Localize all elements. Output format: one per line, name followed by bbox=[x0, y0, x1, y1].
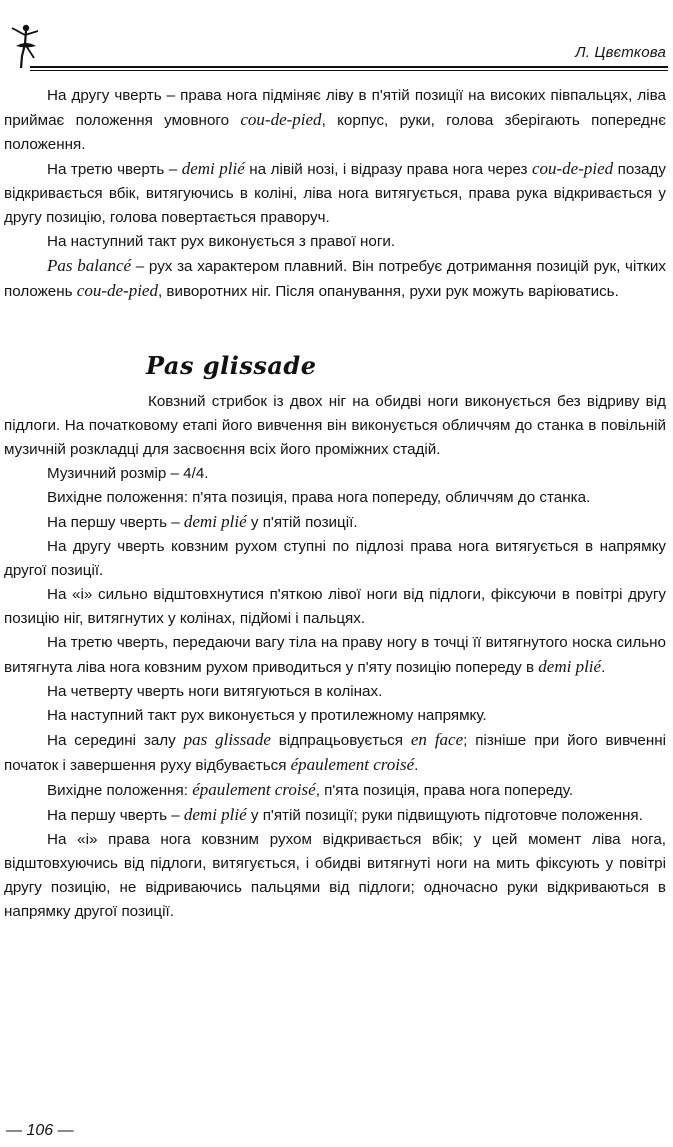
page-header bbox=[8, 22, 668, 70]
paragraph: На другу чверть ковзним рухом ступні по підлозі права нога витягується в напрямку другої позиції. bbox=[4, 538, 666, 579]
paragraph: Вихідне положення: п'ята позиція, права нога попереду, обличчям до станка. bbox=[47, 489, 591, 506]
paragraph: На четверту чверть ноги витягуються в колінах. bbox=[47, 683, 383, 700]
paragraph: На третю чверть – demi plié на лівій нозі, і відразу права нога через cou-de-pied позаду відкривається вбік, витягуючись в коліні, ліва нога витягується, права рука відкривається у другу позицію, голова повертається праворуч. bbox=[4, 159, 666, 226]
term: Pas balancé bbox=[47, 256, 132, 275]
paragraph: На «і» права нога ковзним рухом відкривається вбік; у цей момент ліва нога, відштовхуючись від підлоги, витягується, і обидві витягнуті ноги на мить фіксують у повітрі другу позицію, не відриваючись пальцями від підлоги; одночасно руки відкриваються в напрямку другої позиції. bbox=[4, 831, 666, 920]
page-body bbox=[4, 84, 666, 924]
paragraph: На першу чверть – demi plié у п'ятій позиції. bbox=[47, 512, 358, 531]
term: cou-de-pied bbox=[531, 159, 614, 178]
paragraph: Pas balancé – рух за характером плавний. Він потребує дотримання позицій рук, чітких положень cou-de-pied, виворотних ніг. Після опанування, рухи рук можуть варіюватись. bbox=[4, 256, 666, 300]
term: demi plié bbox=[183, 512, 247, 531]
term: cou-de-pied bbox=[76, 281, 158, 300]
paragraph: Ковзний стрибок із двох ніг на обидві ноги виконується без відриву від підлоги. На початковому етапі його вивчення він виконується обличчям до станка в повільній музичній розкладці для засвоєння всіх його проміжних стадій. bbox=[4, 393, 666, 458]
dancer-logo-icon bbox=[8, 22, 42, 70]
paragraph: На третю чверть, передаючи вагу тіла на праву ногу в точці її витягнутого носка сильно витягнута ліва нога ковзним рухом приводиться у п'яту позицію попереду в demi plié. bbox=[4, 634, 666, 676]
running-header-author: Л. Цвєткова bbox=[575, 44, 666, 61]
term: demi plié bbox=[181, 159, 245, 178]
paragraph: На наступний такт рух виконується з правої ноги. bbox=[47, 233, 396, 250]
paragraph: На середині залу pas glissade відпрацьовується en face; пізніше при його вивченні початок і завершення руху відбувається épaulement croisé. bbox=[4, 730, 666, 774]
term: demi plié bbox=[538, 657, 602, 676]
term: épaulement croisé bbox=[290, 755, 415, 774]
paragraph: На наступний такт рух виконується у протилежному напрямку. bbox=[47, 707, 487, 724]
term: demi plié bbox=[183, 805, 247, 824]
header-rule-thin bbox=[30, 70, 668, 71]
paragraph: На «і» сильно відштовхнутися п'яткою лівої ноги від підлоги, фіксуючи в повітрі другу позицію ніг, витягнутих у колінах, підйомі і пальцях. bbox=[4, 586, 666, 627]
paragraph: Музичний розмір – 4/4. bbox=[47, 465, 209, 482]
term: épaulement croisé bbox=[192, 780, 316, 799]
paragraph: На другу чверть – права нога підміняє ліву в п'ятій позиції на високих півпальцях, ліва приймає положення умовного cou-de-pied, корпус, руки, голова зберігають попереднє положення. bbox=[4, 87, 666, 153]
term: pas glissade bbox=[183, 730, 271, 749]
paragraph: На першу чверть – demi plié у п'ятій позиції; руки підвищують підготовче положення. bbox=[47, 805, 643, 824]
header-rule bbox=[30, 66, 668, 68]
page-number: — 106 — bbox=[6, 1122, 74, 1139]
paragraph: Вихідне положення: épaulement croisé, п'ята позиція, права нога попереду. bbox=[47, 780, 574, 799]
section-heading: Pas glissade bbox=[146, 351, 317, 380]
term: en face bbox=[410, 730, 464, 749]
term: cou-de-pied bbox=[240, 110, 322, 129]
